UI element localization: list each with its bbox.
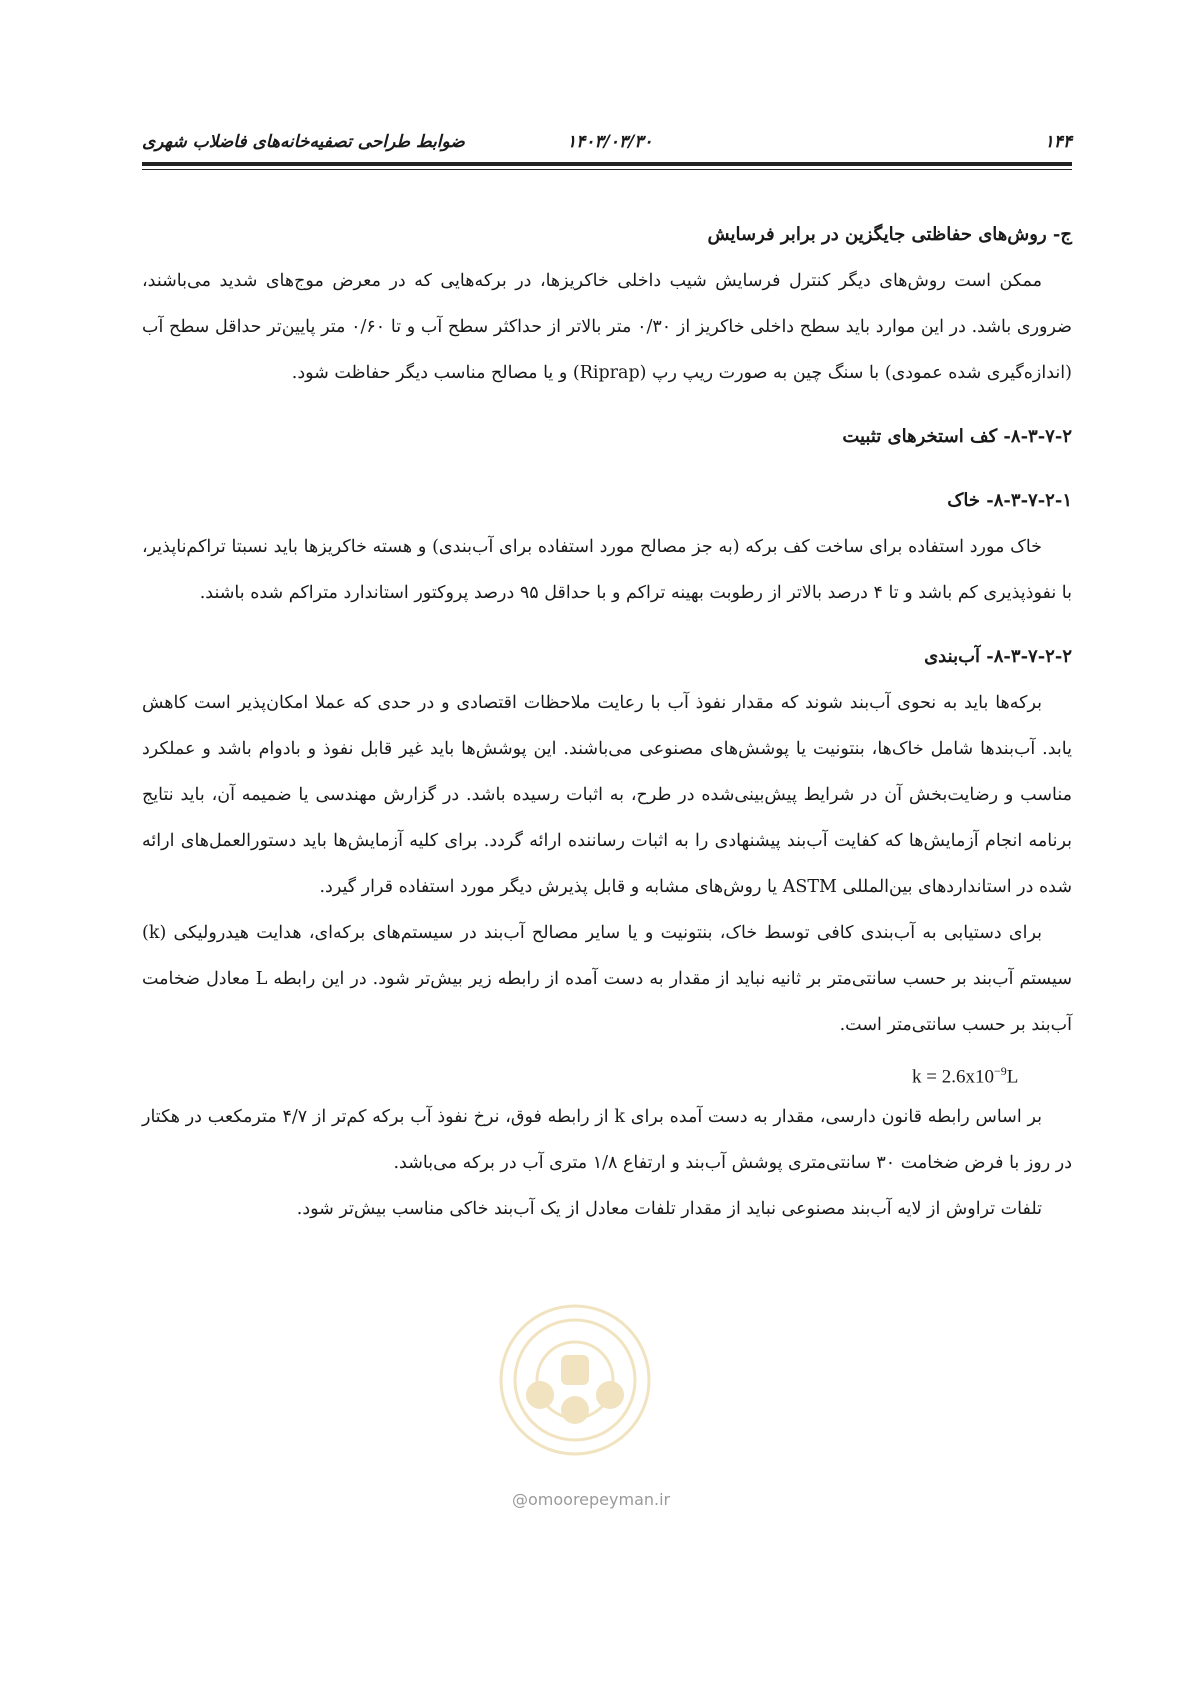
paragraph-darcy: بر اساس رابطه قانون دارسی، مقدار به دست آمده برای k از رابطه فوق، نرخ نفوذ آب برکه کم‌تر از ۴/۷ مترمکعب در هکتار در روز با فرض ضخامت ۳۰ سانتی‌متری پوشش آب‌بند و ارتفاع ۱/۸ متری آب در برکه می‌باشد.	[142, 1107, 1072, 1173]
header-rule-thick	[142, 162, 1072, 166]
watermark-text: @omoorepeyman.ir	[512, 1490, 671, 1509]
heading-pond-floor: ۸-۳-۷-۲- کف استخرهای تثبیت	[842, 426, 1072, 447]
heading-sealing: ۸-۳-۷-۲-۲- آب‌بندی	[924, 646, 1072, 667]
document-page	[142, 0, 1072, 1684]
heading-erosion-protection: ج- روش‌های حفاظتی جایگزین در برابر فرسایش	[707, 224, 1072, 245]
page-body	[142, 212, 1072, 1232]
header-date: ۱۴۰۳/۰۳/۳۰	[567, 132, 653, 152]
paragraph-seepage: تلفات تراوش از لایه آب‌بند مصنوعی نباید از مقدار تلفات معادل از یک آب‌بند خاکی مناسب بیش‌تر شود.	[296, 1199, 1042, 1219]
page-number: ۱۴۴	[1044, 132, 1072, 152]
formula-k: $k = 2.6x10^{-9}L$	[912, 1064, 1019, 1088]
paragraph-sealing: برکه‌ها باید به نحوی آب‌بند شوند که مقدار نفوذ آب با رعایت ملاحظات اقتصادی و در حدی که عملا امکان‌پذیر است کاهش یابد. آب‌بندها شامل خاک‌ها، بنتونیت یا پوشش‌های مصنوعی می‌باشند. این پوشش‌ها باید غیر قابل نفوذ و بادوام باشد و عملکرد مناسب و رضایت‌بخش آن در شرایط پیش‌بینی‌شده در طرح، به اثبات رسیده باشد. در گزارش مهندسی یا ضمیمه آن، باید نتایج برنامه انجام آزمایش‌ها که کفایت آب‌بند پیشنهادی را به اثبات رساننده ارائه گردد. برای کلیه آزمایش‌ها باید دستورالعمل‌های ارائه شده در استانداردهای بین‌المللی ASTM یا روش‌های مشابه و قابل پذیرش دیگر مورد استفاده قرار گیرد.	[142, 693, 1072, 897]
paragraph-hydraulic: برای دستیابی به آب‌بندی کافی توسط خاک، بنتونیت و یا سایر مصالح آب‌بند در سیستم‌های برکه‌ای، هدایت هیدرولیکی (k) سیستم آب‌بند بر حسب سانتی‌متر بر ثانیه نباید از مقدار به دست آمده از رابطه زیر بیش‌تر شود. در این رابطه L معادل ضخامت آب‌بند بر حسب سانتی‌متر است.	[142, 923, 1072, 1035]
running-header	[142, 132, 1072, 162]
header-title: ضوابط طراحی تصفیه‌خانه‌های فاضلاب شهری	[142, 132, 465, 152]
paragraph-soil: خاک مورد استفاده برای ساخت کف برکه (به جز مصالح مورد استفاده برای آب‌بندی) و هسته خاکریزها باید نسبتا تراکم‌ناپذیر، با نفوذپذیری کم باشد و تا ۴ درصد بالاتر از رطوبت بهینه تراکم و با حداقل ۹۵ درصد پروکتور استاندارد متراکم شده باشند.	[142, 537, 1072, 603]
header-rule-thin	[142, 169, 1072, 170]
paragraph-erosion: ممکن است روش‌های دیگر کنترل فرسایش شیب داخلی خاکریزها، در برکه‌هایی که در معرض موج‌های شدید می‌باشند، ضروری باشد. در این موارد باید سطح داخلی خاکریز از ۰/۳۰ متر بالاتر از حداکثر سطح آب و تا ۰/۶۰ متر پایین‌تر حداقل سطح آب (اندازه‌گیری شده عمودی) با سنگ چین به صورت ریپ رپ (Riprap) و یا مصالح مناسب دیگر حفاظت شود.	[142, 271, 1073, 383]
heading-soil: ۸-۳-۷-۲-۱- خاک	[947, 490, 1072, 511]
